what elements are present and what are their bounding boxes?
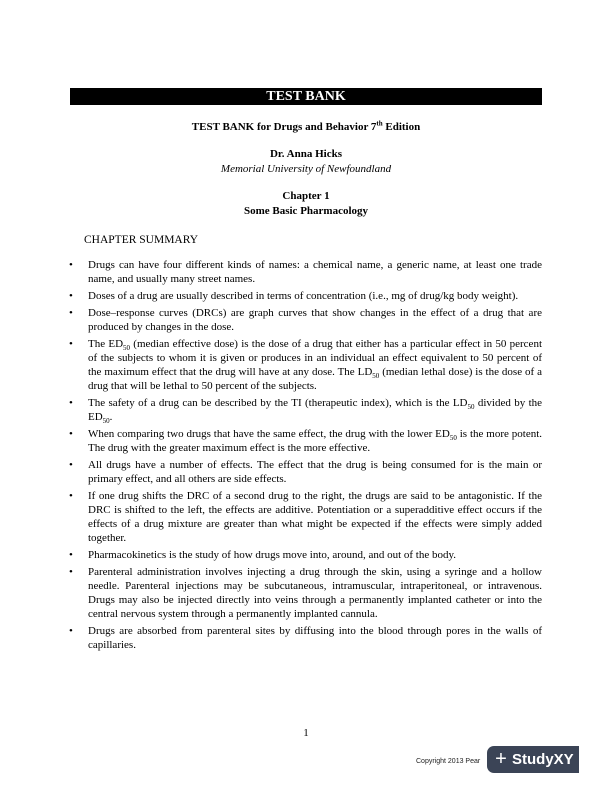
bullet-text: Drugs are absorbed from parenteral sites by diffusing into the blood through pores in the walls of capillaries.: [88, 624, 542, 652]
book-title-suffix: Edition: [382, 121, 421, 133]
summary-bullet: [70, 548, 542, 562]
edition-superscript: th: [376, 119, 383, 128]
bullet-text: Pharmacokinetics is the study of how drugs move into, around, and out of the body.: [88, 548, 457, 561]
book-title-prefix: TEST BANK for Drugs and Behavior 7: [191, 121, 377, 133]
bullet-text: divided by the ED: [88, 396, 543, 424]
bullet-icon: •: [69, 259, 73, 271]
banner-title: TEST BANK: [70, 88, 542, 105]
bullet-icon: •: [69, 548, 73, 561]
summary-bullet: [70, 306, 542, 334]
bullet-text: Drugs can have four different kinds of names: a chemical name, a generic name, at least one trade name, and usually many street names.: [88, 259, 542, 286]
bullet-text: .: [109, 411, 113, 424]
bullet-text: All drugs have a number of effects. The effect that the drug is being consumed for is the main or primary effect, and all others are side effects.: [88, 458, 542, 485]
summary-bullet: [70, 489, 542, 546]
bullet-text: The ED: [88, 337, 124, 350]
summary-bullet: [70, 427, 542, 455]
summary-bullet: [70, 624, 542, 652]
summary-bullet: [70, 565, 542, 622]
studyxy-logo-text: StudyXY: [512, 751, 574, 768]
bullet-icon: •: [69, 624, 73, 637]
bullet-text: (median lethal dose) is the dose of a drug that will be lethal to 50 percent of the subjects.: [88, 365, 542, 393]
copyright-text: Copyright 2013 Pear: [416, 758, 481, 765]
summary-bullet: [70, 289, 542, 303]
author-name: Dr. Anna Hicks: [269, 148, 343, 160]
bullet-text: When comparing two drugs that have the same effect, the drug with the lower ED: [88, 427, 450, 440]
studyxy-watermark[interactable]: [487, 746, 579, 773]
bullet-text: The safety of a drug can be described by the TI (therapeutic index), which is the LD: [88, 396, 468, 409]
chapter-summary-heading: CHAPTER SUMMARY: [84, 234, 199, 246]
bullet-icon: •: [69, 337, 73, 350]
bullet-text: (median effective dose) is the dose of a drug that either has a particular effect in 50 percent of the subjects to whom it is given or produces in an individual an effect equivalent to 50 percent of the maximum effect that the drug will have at any dose. The LD: [88, 337, 542, 378]
summary-bullet: [70, 337, 542, 394]
bullet-icon: •: [69, 489, 73, 502]
chapter-number: Chapter 1: [282, 190, 330, 202]
bullet-text: Dose–response curves (DRCs) are graph curves that show changes in the effect of a drug that are produced by changes in the dose.: [88, 306, 542, 333]
bullet-text: Doses of a drug are usually described in terms of concentration (i.e., mg of drug/kg body weight).: [88, 289, 519, 302]
summary-bullet: [70, 458, 542, 486]
subscript-50: 50: [467, 403, 475, 412]
subscript-50: 50: [372, 372, 380, 381]
bullet-text: If one drug shifts the DRC of a second drug to the right, the drugs are said to be antagonistic. If the DRC is shifted to the left, the effects are additive. Potentiation or a superadditive effect occurs if the effects of a drug mixture are greater than what might be expected if the effects were simply added together.: [88, 489, 542, 545]
bullet-text: Parenteral administration involves injecting a drug through the skin, using a syringe and a hollow needle. Parenteral injections may be subcutaneous, intramuscular, intraperitoneal, or intravenous. Drugs may also be injected directly into veins through a permanently implanted catheter or into the central nervous system through a permanently implanted cannula.: [88, 565, 542, 621]
plus-icon: +: [495, 748, 507, 770]
bullet-icon: •: [69, 458, 73, 471]
bullet-icon: •: [69, 396, 73, 409]
subscript-50: 50: [449, 433, 457, 442]
subscript-50: 50: [102, 417, 110, 426]
summary-bullet: [70, 396, 542, 424]
author-affiliation: Memorial University of Newfoundland: [220, 163, 392, 175]
bullet-icon: •: [69, 427, 73, 440]
subscript-50: 50: [123, 343, 131, 352]
bullet-text: is the more potent. The drug with the greater maximum effect is the more effective.: [88, 427, 543, 454]
bullet-icon: •: [69, 565, 73, 578]
bullet-icon: •: [69, 289, 73, 302]
page-number: 1: [303, 727, 309, 739]
book-title: [70, 120, 542, 134]
bullet-icon: •: [69, 306, 73, 319]
summary-bullet-list: [70, 258, 542, 655]
summary-bullet: [70, 258, 542, 286]
chapter-title: Some Basic Pharmacology: [243, 205, 369, 217]
